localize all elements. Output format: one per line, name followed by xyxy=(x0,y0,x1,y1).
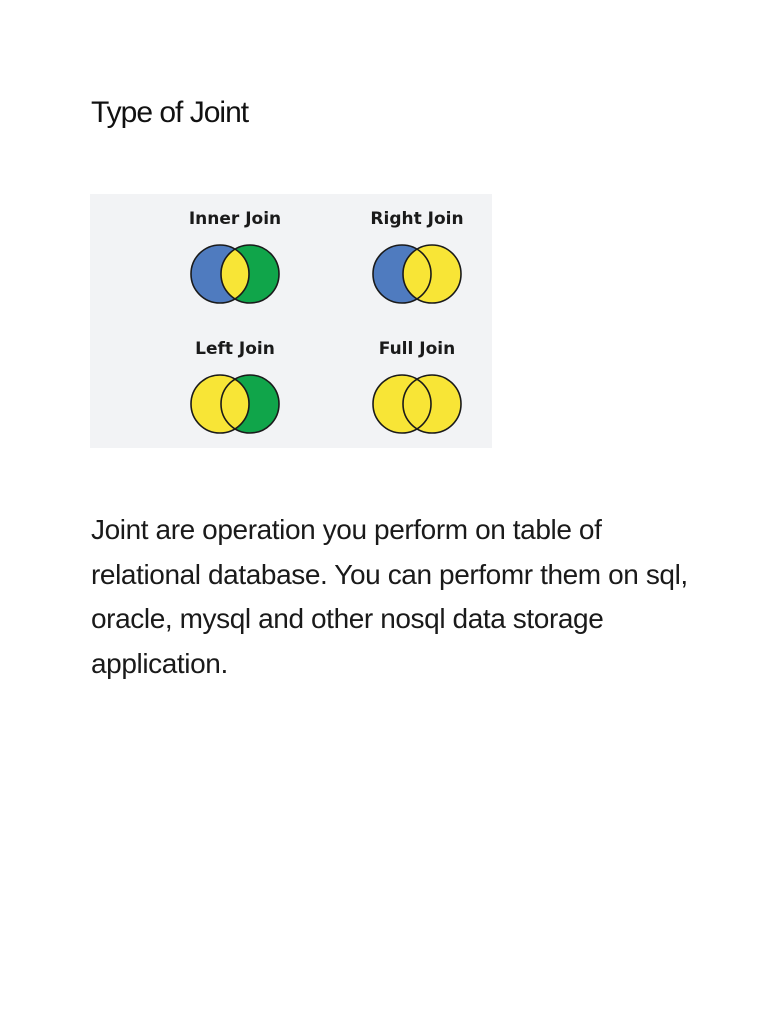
body-paragraph: Joint are operation you perform on table of relational database. You can perfomr them on sql, oracle, mysql and other nosql data storage application. xyxy=(91,514,688,679)
join-types-svg xyxy=(90,194,492,448)
page-title: Type of Joint xyxy=(91,96,249,129)
join-types-diagram xyxy=(90,194,492,448)
join-label-full-join: Full Join xyxy=(378,339,456,359)
join-label-inner-join: Inner Join xyxy=(188,209,282,229)
join-panel-full-join xyxy=(373,339,461,433)
join-panel-left-join xyxy=(191,339,279,433)
join-label-right-join: Right Join xyxy=(370,209,464,229)
join-panel-inner-join xyxy=(189,209,281,303)
join-label-left-join: Left Join xyxy=(195,339,275,359)
join-panel-right-join xyxy=(370,209,463,303)
